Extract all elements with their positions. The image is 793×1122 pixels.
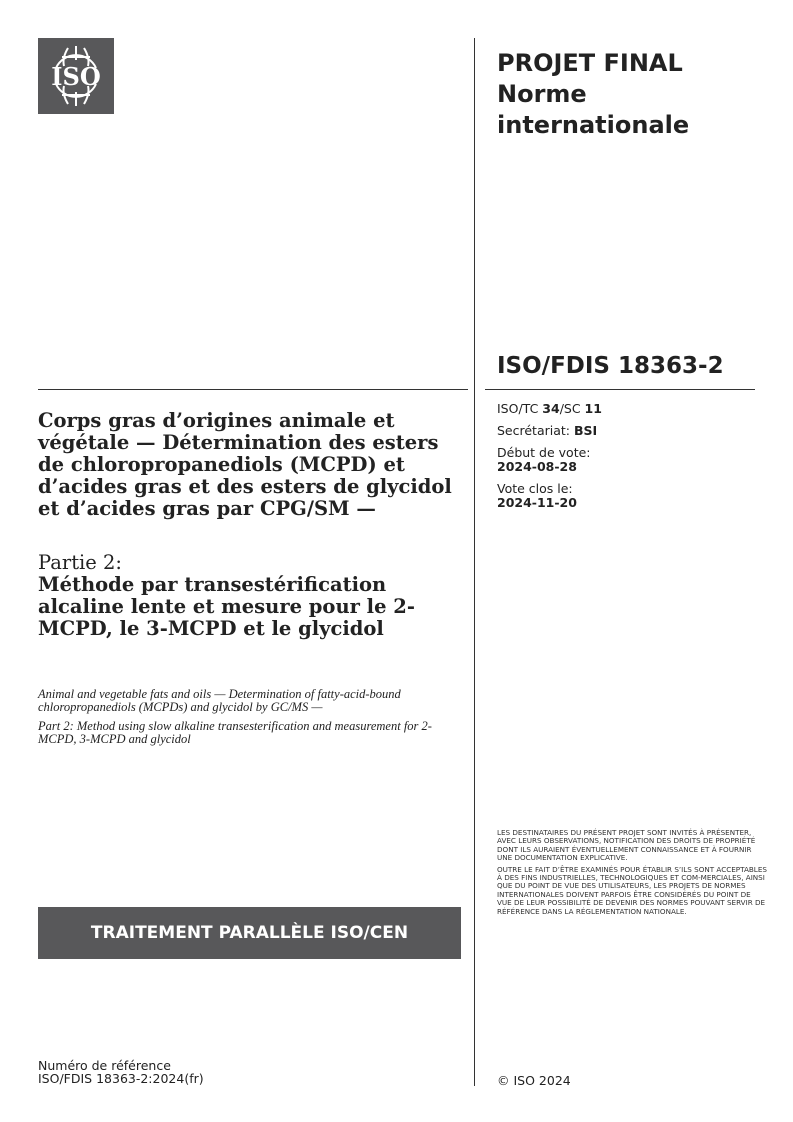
column-divider <box>474 38 475 1086</box>
french-title: Corps gras d’origines animale et végétale — Détermination des esters de chloropropanediols (MCPD) et d’acides gras et des esters de glycidol et d’acides gras par CPG/SM — <box>38 409 452 520</box>
document-meta <box>497 402 602 518</box>
copyright: © ISO 2024 <box>497 1073 571 1088</box>
document-stage <box>497 48 689 141</box>
parallel-processing-banner: TRAITEMENT PARALLÈLE ISO/CEN <box>38 907 461 959</box>
part-label: Partie 2: <box>38 551 122 574</box>
committee: ISO/TC 34/SC 11 <box>497 401 602 416</box>
rule-right <box>485 389 755 390</box>
vote-start: Début de vote: 2024-08-28 <box>497 445 591 474</box>
reference-label: Numéro de référence <box>38 1058 171 1073</box>
doc-type-line1: Norme <box>497 80 587 108</box>
stage-label: PROJET FINAL <box>497 49 683 77</box>
iso-logo <box>38 38 114 114</box>
rule-left <box>38 389 468 390</box>
globe-icon <box>38 38 114 114</box>
svg-text:ISO: ISO <box>51 62 101 91</box>
part-title <box>38 552 458 640</box>
english-main-title: Animal and vegetable fats and oils — Determination of fatty-acid-bound chloropropanediols (MCPDs) and glycidol by GC/MS — <box>38 687 401 714</box>
english-title <box>38 688 458 752</box>
draft-notice <box>497 829 767 919</box>
notice-paragraph: OUTRE LE FAIT D’ÊTRE EXAMINÉS POUR ÉTABLIR S’ILS SONT ACCEPTABLES À DES FINS INDUSTRIELLES, TECHNOLOGIQUES ET COM-MERCIALES, AINSI QUE DU POINT DE VUE DES UTILISATEURS, LES PROJETS DE NORMES INTERNATIONALES DOIVENT PARFOIS ÊTRE CONSIDÉRÉS DU POINT DE VUE DE LEUR POSSIBILITÉ DE DEVENIR DES NORMES POUVANT SERVIR DE RÉFÉRENCE DANS LA RÉGLEMENTATION NATIONALE. <box>497 864 767 916</box>
reference-value: ISO/FDIS 18363-2:2024(fr) <box>38 1071 204 1086</box>
vote-end: Vote clos le: 2024-11-20 <box>497 481 577 510</box>
notice-paragraph: LES DESTINATAIRES DU PRÉSENT PROJET SONT INVITÉS À PRÉSENTER, AVEC LEURS OBSERVATIONS, NOTIFICATION DES DROITS DE PROPRIÉTÉ DONT ILS AURAIENT ÉVENTUELLEMENT CONNAISSANCE ET À FOURNIR UNE DOCUMENTATION EXPLICATIVE. <box>497 828 756 863</box>
secretariat: Secrétariat: BSI <box>497 423 598 438</box>
english-part-title: Part 2: Method using slow alkaline transesterification and measurement for 2-MCPD, 3-MCPD and glycidol <box>38 719 432 746</box>
part-heading: Méthode par transestérification alcaline lente et mesure pour le 2-MCPD, le 3-MCPD et le glycidol <box>38 573 415 640</box>
reference-number <box>38 1059 204 1085</box>
doc-type-line2: internationale <box>497 111 690 139</box>
document-reference: ISO/FDIS 18363-2 <box>497 353 724 379</box>
